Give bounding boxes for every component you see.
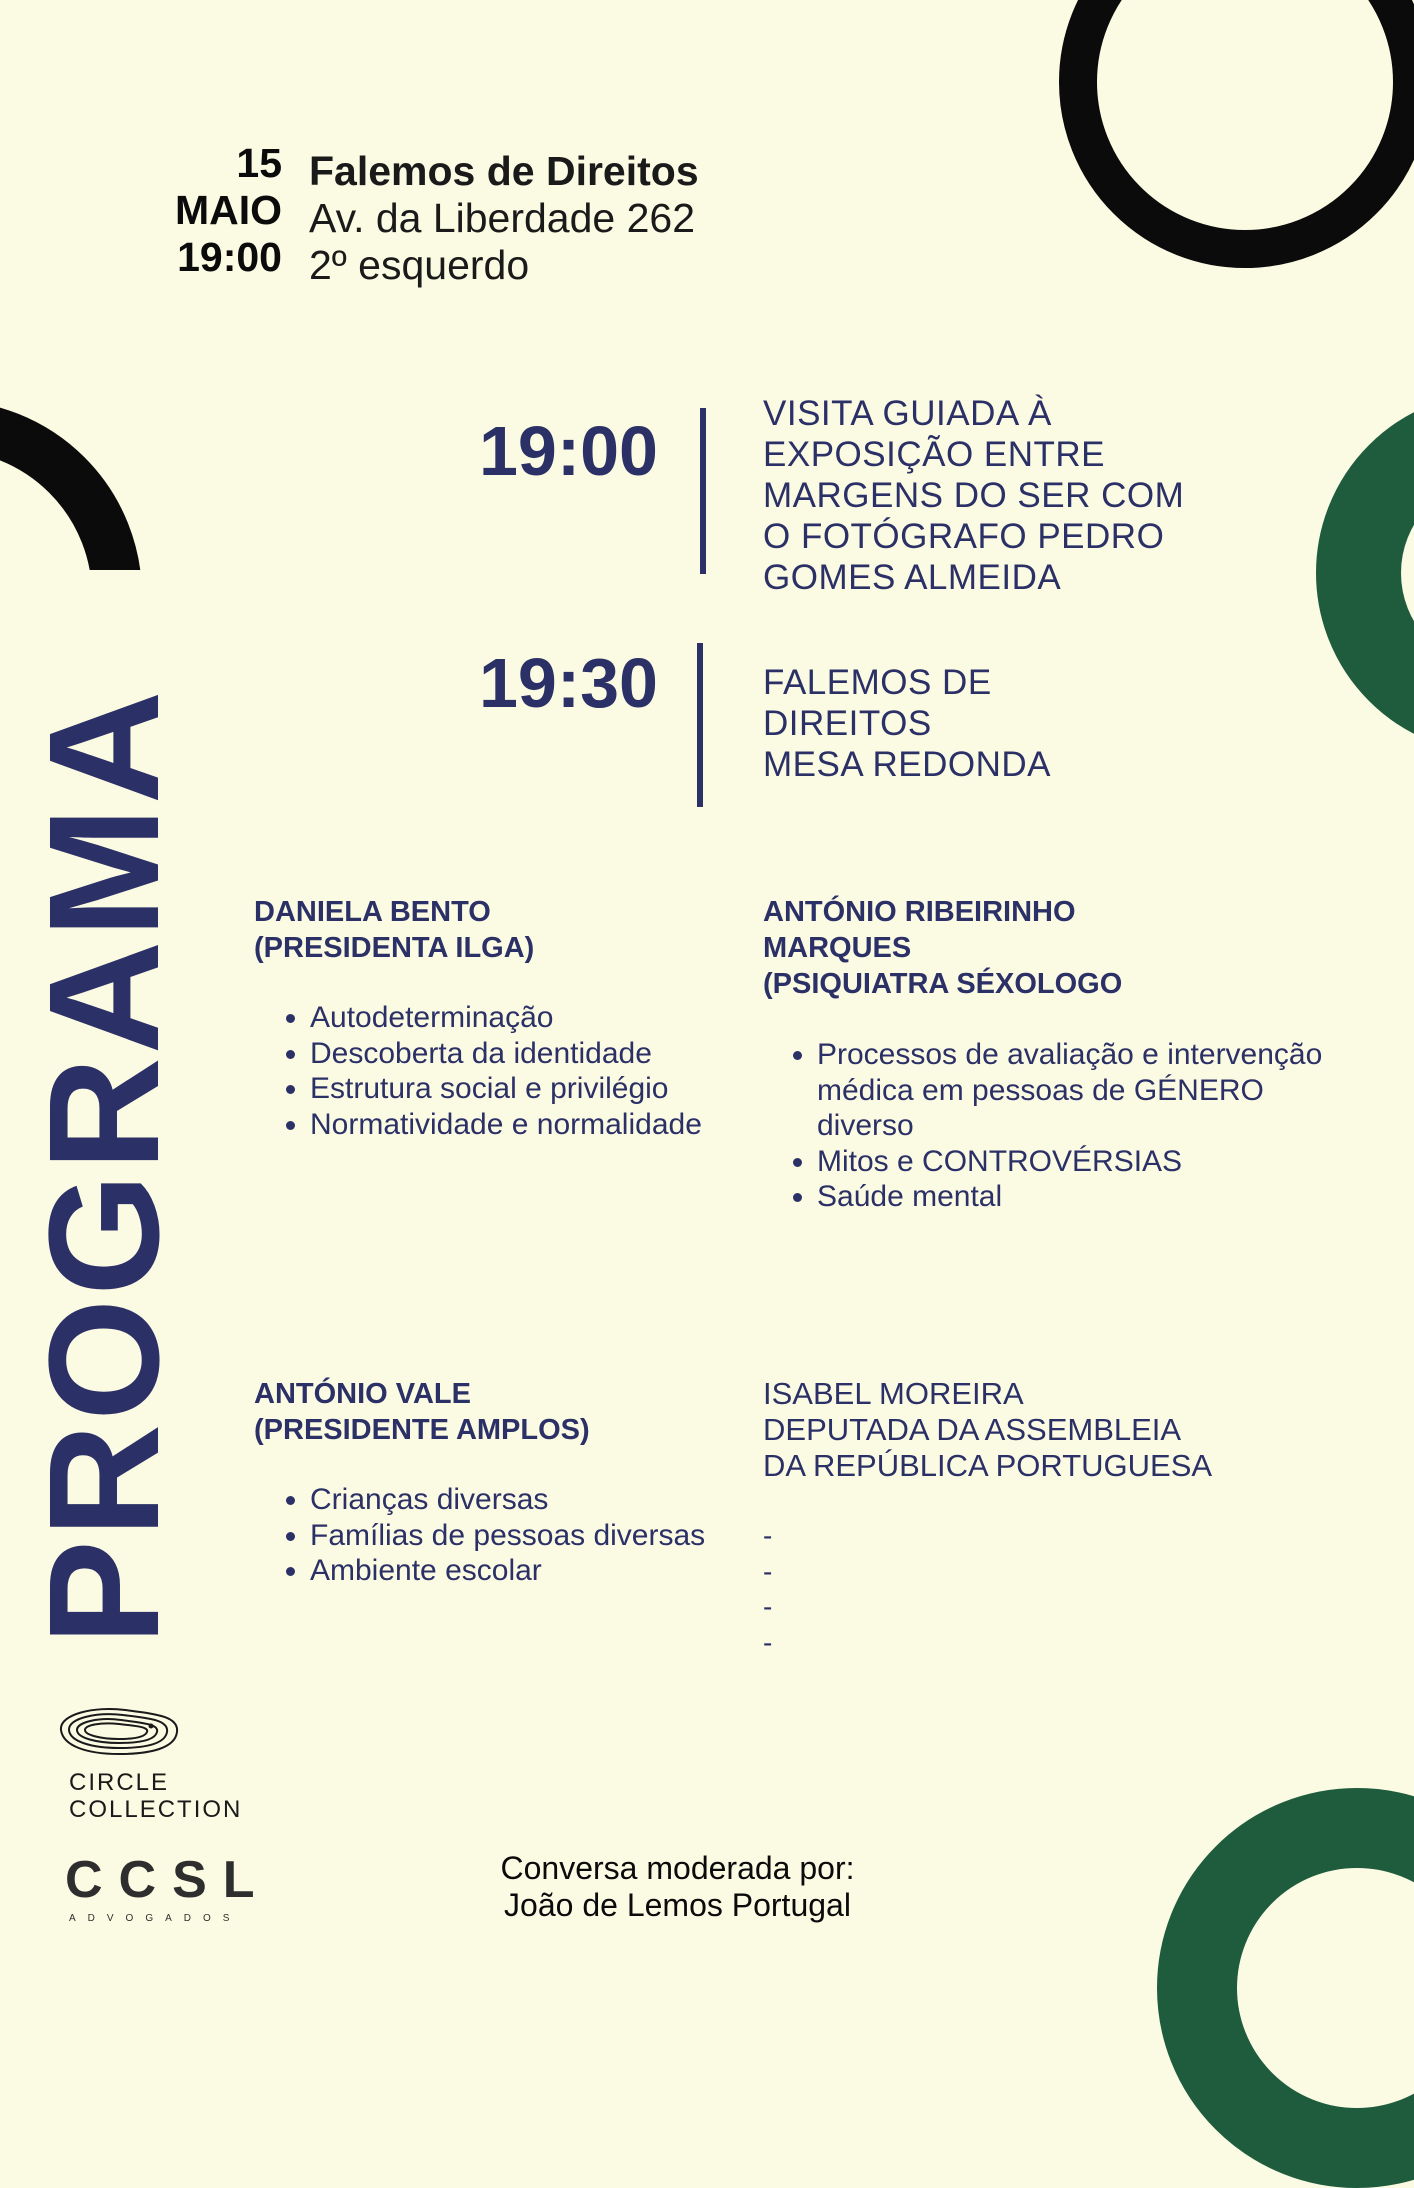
speaker-name-line: DEPUTADA DA ASSEMBLEIA <box>763 1412 1182 1447</box>
schedule-1-line: EXPOSIÇÃO ENTRE <box>763 435 1106 474</box>
green-ring-bottom-right <box>1157 1788 1414 2188</box>
speaker-name-antonio-ribeirinho <box>763 894 1122 1002</box>
isabel-placeholder-list <box>763 1518 772 1660</box>
schedule-2-line: MESA REDONDA <box>763 745 1051 784</box>
schedule-divider-2 <box>697 643 703 807</box>
topics-list-daniela-bento <box>256 1000 710 1142</box>
speaker-name-line: MARQUES <box>763 932 912 964</box>
list-item: • Saúde mental <box>817 1179 1337 1215</box>
list-item: • Normatividade e normalidade <box>310 1107 710 1143</box>
dash-item: - <box>763 1520 773 1551</box>
list-item: • Crianças diversas <box>310 1482 730 1518</box>
event-date-block <box>100 140 282 281</box>
ccsl-logo: CCSL <box>65 1851 271 1909</box>
speaker-name-line: ANTÓNIO VALE <box>254 1378 471 1410</box>
list-item: • Estrutura social e privilégio <box>310 1071 710 1107</box>
list-item: • Ambiente escolar <box>310 1553 730 1589</box>
speaker-name-line: (PRESIDENTA ILGA) <box>254 932 535 964</box>
list-item: • Descoberta da identidade <box>310 1036 710 1072</box>
speaker-name-line: DANIELA BENTO <box>254 896 491 928</box>
schedule-1-line: VISITA GUIADA À <box>763 394 1052 433</box>
schedule-1-line: MARGENS DO SER COM <box>763 476 1185 515</box>
circle-collection-line: COLLECTION <box>69 1796 243 1823</box>
dash-item: - <box>763 1591 773 1622</box>
schedule-description-1 <box>763 393 1184 598</box>
list-item: • Processos de avaliação e intervenção médica em pessoas de GÉNERO diverso <box>817 1037 1337 1144</box>
schedule-1-line: O FOTÓGRAFO PEDRO <box>763 517 1165 556</box>
dash-item: - <box>763 1626 773 1658</box>
schedule-description-2 <box>763 662 1051 785</box>
black-ring-top-right <box>1059 0 1414 268</box>
moderator-label: Conversa moderada por: <box>500 1850 855 1886</box>
event-title: Falemos de Direitos <box>309 148 699 194</box>
speaker-name-line: (PRESIDENTE AMPLOS) <box>254 1414 590 1446</box>
schedule-time-1: 19:00 <box>478 412 658 490</box>
event-day: 15 <box>236 140 282 186</box>
schedule-time-2: 19:30 <box>478 644 658 722</box>
list-item: • Mitos e CONTROVÉRSIAS <box>817 1144 1337 1180</box>
speaker-name-antonio-vale <box>254 1376 590 1448</box>
address-line-2: 2º esquerdo <box>309 242 530 288</box>
schedule-2-line: FALEMOS DE <box>763 663 992 702</box>
schedule-divider-1 <box>700 408 706 574</box>
speaker-name-line: (PSIQUIATRA SÉXOLOGO <box>763 968 1123 1000</box>
circle-collection-logo-icon <box>55 1702 183 1762</box>
dash-item: - <box>763 1555 773 1587</box>
speaker-name-isabel-moreira <box>763 1376 1212 1484</box>
list-item: • Autodeterminação <box>310 1000 710 1036</box>
topics-list-antonio-ribeirinho <box>763 1037 1337 1215</box>
schedule-1-line: GOMES ALMEIDA <box>763 558 1062 597</box>
speaker-name-line: ANTÓNIO RIBEIRINHO <box>763 896 1076 928</box>
circle-collection-line: CIRCLE <box>69 1769 170 1796</box>
moderator-block <box>430 1850 925 1924</box>
list-item: • Famílias de pessoas diversas <box>310 1518 730 1554</box>
schedule-2-line: DIREITOS <box>763 704 932 743</box>
green-ring-right <box>1316 392 1414 754</box>
event-start-time: 19:00 <box>177 234 282 280</box>
programa-vertical-title: PROGRAMA <box>17 687 192 1645</box>
circle-collection-wordmark <box>69 1769 242 1823</box>
topics-list-antonio-vale <box>256 1482 730 1589</box>
speaker-name-line: DA REPÚBLICA PORTUGUESA <box>763 1448 1213 1483</box>
speaker-name-line: ISABEL MOREIRA <box>763 1376 1024 1411</box>
event-location-block <box>309 148 699 289</box>
event-month: MAIO <box>174 187 282 233</box>
speaker-name-daniela-bento <box>254 894 534 966</box>
moderator-name: João de Lemos Portugal <box>504 1887 851 1923</box>
ccsl-subtitle: ADVOGADOS <box>69 1913 242 1924</box>
address-line-1: Av. da Liberdade 262 <box>309 195 696 241</box>
